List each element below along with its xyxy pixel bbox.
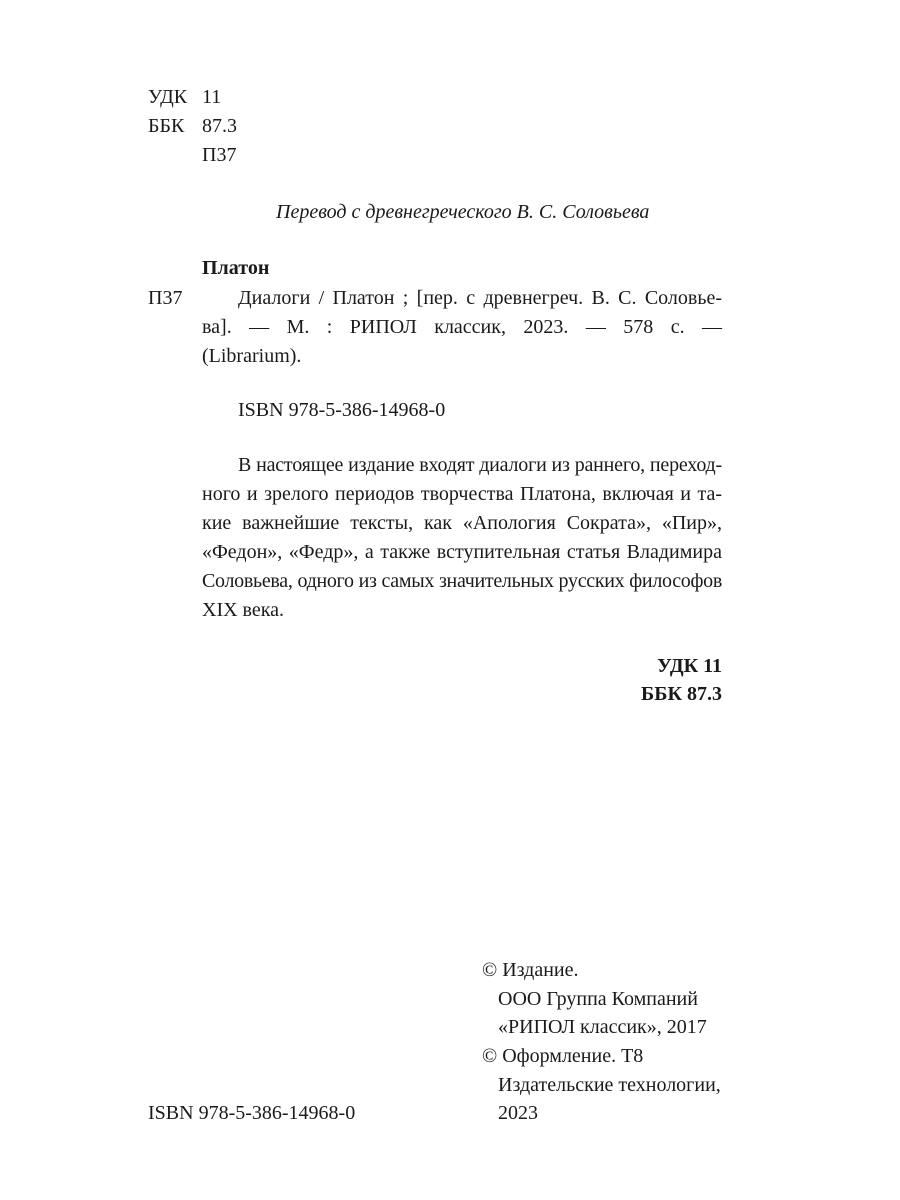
copyright-line: 2023 [498,1102,538,1124]
catalog-sign: П37 [148,287,183,309]
annotation-line: ного и зрелого периодов творчества Платона, включая и та- [202,483,722,505]
copyright-line: «РИПОЛ классик», 2017 [498,1016,707,1038]
catalog-author: Платон [202,257,270,279]
annotation-line: «Федон», «Федр», а также вступительная статья Владимира [202,541,722,563]
udk-label: УДК [148,86,188,108]
annotation-line: В настоящее издание входят диалоги из раннего, переход- [238,454,722,476]
catalog-isbn: ISBN 978-5-386-14968-0 [238,399,446,421]
bbk-value: 87.3 [202,115,237,137]
translator-note: Перевод с древнегреческого В. С. Соловьева [276,201,650,223]
annotation-line: кие важнейшие тексты, как «Апология Сократа», «Пир», [202,512,722,534]
udk-right: УДК 11 [657,655,722,677]
bottom-isbn: ISBN 978-5-386-14968-0 [148,1102,356,1124]
catalog-line: Диалоги / Платон ; [пер. с древнегреч. В. С. Соловье- [238,287,722,309]
catalog-line: ва]. — М. : РИПОЛ классик, 2023. — 578 с. — [202,316,722,338]
bbk-label: ББК [148,115,185,137]
annotation-line: XIX века. [202,599,285,621]
copyright-line: © Оформление. Т8 [482,1045,644,1067]
copyright-line: Издательские технологии, [498,1074,721,1096]
author-sign: П37 [202,144,237,166]
udk-value: 11 [202,86,222,108]
annotation-line: Соловьева, одного из самых значительных русских философов [202,570,722,592]
catalog-line: (Librarium). [202,345,302,367]
copyright-line: © Издание. [482,959,579,981]
copyright-line: ООО Группа Компаний [498,988,698,1010]
bbk-right: ББК 87.3 [641,683,722,705]
